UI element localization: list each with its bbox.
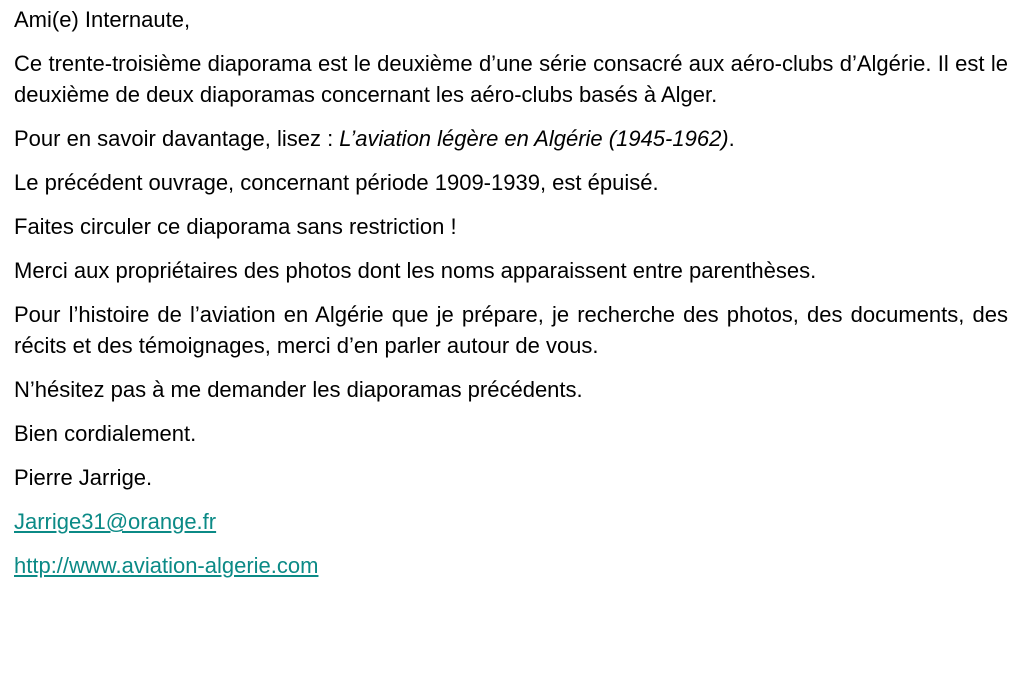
book-title: L’aviation légère en Algérie (1945-1962)	[339, 126, 729, 151]
website-line	[14, 550, 1008, 581]
share-paragraph: Faites circuler ce diaporama sans restriction !	[14, 214, 457, 239]
email-link[interactable]: Jarrige31@orange.fr	[14, 509, 217, 534]
website-link[interactable]: http://www.aviation-algerie.com	[14, 553, 319, 578]
greeting-text: Ami(e) Internaute,	[14, 7, 191, 32]
ask-paragraph: N’hésitez pas à me demander les diaporamas précédents.	[14, 377, 583, 402]
read-more-prefix: Pour en savoir davantage, lisez :	[14, 126, 340, 151]
previous-work-paragraph: Le précédent ouvrage, concernant période 1909-1939, est épuisé.	[14, 170, 659, 195]
thanks-paragraph: Merci aux propriétaires des photos dont les noms apparaissent entre parenthèses.	[14, 258, 817, 283]
read-more-paragraph	[14, 123, 1008, 154]
letter-body	[14, 4, 1008, 594]
email-line	[14, 506, 1008, 537]
closing-text: Bien cordialement.	[14, 421, 197, 446]
signature-text: Pierre Jarrige.	[14, 465, 153, 490]
read-more-suffix: .	[728, 126, 735, 151]
research-paragraph: Pour l’histoire de l’aviation en Algérie que je prépare, je recherche des photos, des documents, des récits et des témoignages, merci d’en parler autour de vous.	[14, 302, 1008, 358]
intro-paragraph: Ce trente-troisième diaporama est le deuxième d’une série consacré aux aéro-clubs d’Algérie. Il est le deuxième de deux diaporamas concernant les aéro-clubs basés à Alger.	[14, 51, 1008, 107]
